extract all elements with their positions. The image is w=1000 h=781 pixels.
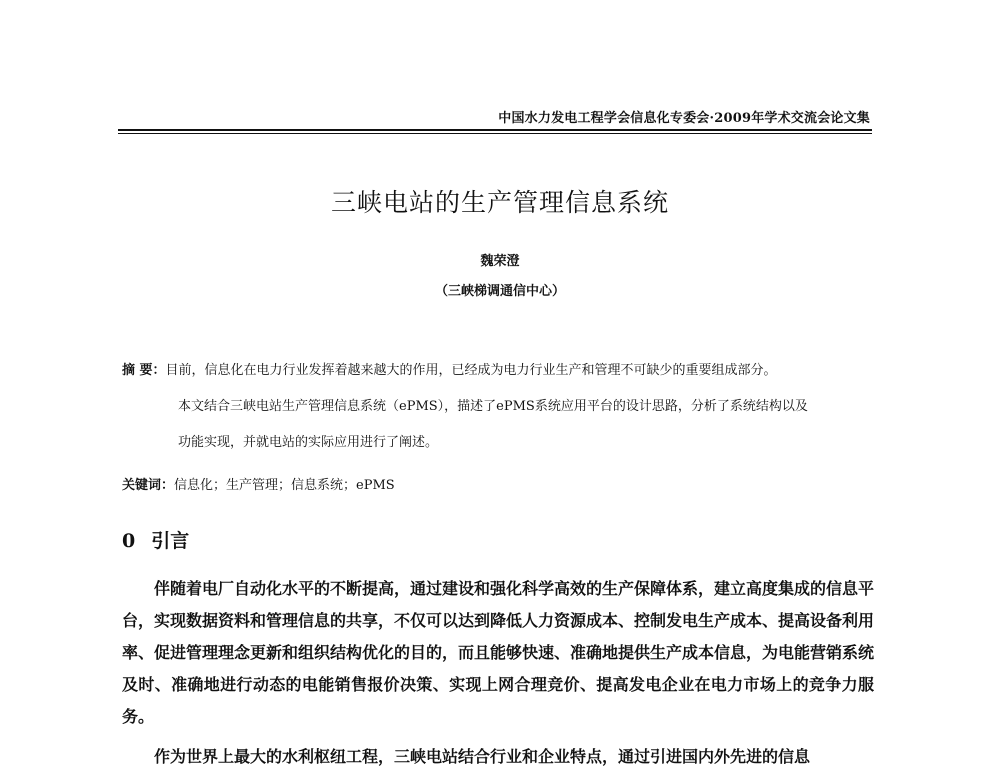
author-affiliation: （三峡梯调通信中心） (434, 284, 565, 299)
paper-title: 三峡电站的生产管理信息系统 (330, 188, 669, 217)
section-heading (122, 526, 189, 553)
abstract-first-line (122, 353, 874, 389)
abstract (122, 353, 874, 461)
header-rule-thin (118, 133, 872, 134)
keywords-text: 信息化；生产管理；信息系统；ePMS (174, 478, 395, 493)
abstract-label: 摘 要： (122, 363, 166, 378)
abstract-line-1: 目前，信息化在电力行业发挥着越来越大的作用，已经成为电力行业生产和管理不可缺少的重要组成部分。 (165, 363, 777, 378)
keywords-label: 关键词： (122, 478, 175, 493)
header-rule (118, 129, 872, 135)
header-rule-thick (118, 129, 872, 131)
body-paragraph-1: 伴随着电厂自动化水平的不断提高，通过建设和强化科学高效的生产保障体系，建立高度集成的信息平台，实现数据资料和管理信息的共享，不仅可以达到降低人力资源成本、控制发电生产成本、提高设备利用率、促进管理理念更新和组织结构优化的目的，而且能够快速、准确地提供生产成本信息，为电能营销系统及时、准确地进行动态的电能销售报价决策、实现上网合理竞价、提高发电企业在电力市场上的竞争力服务。 (122, 579, 875, 726)
section-number: 0 (122, 530, 136, 552)
body-paragraph-2: 作为世界上最大的水利枢纽工程，三峡电站结合行业和企业特点，通过引进国内外先进的信息 (154, 747, 811, 766)
keywords (122, 474, 395, 493)
abstract-line-2: 本文结合三峡电站生产管理信息系统（ePMS），描述了ePMS系统应用平台的设计思路，分析了系统结构以及 (178, 399, 808, 414)
author-name: 魏荣澄 (480, 254, 520, 269)
section-title: 引言 (151, 530, 190, 552)
running-header: 中国水力发电工程学会信息化专委会·2009年学术交流会论文集 (498, 111, 870, 126)
abstract-line-3: 功能实现，并就电站的实际应用进行了阐述。 (178, 435, 439, 450)
body-text (122, 573, 874, 781)
